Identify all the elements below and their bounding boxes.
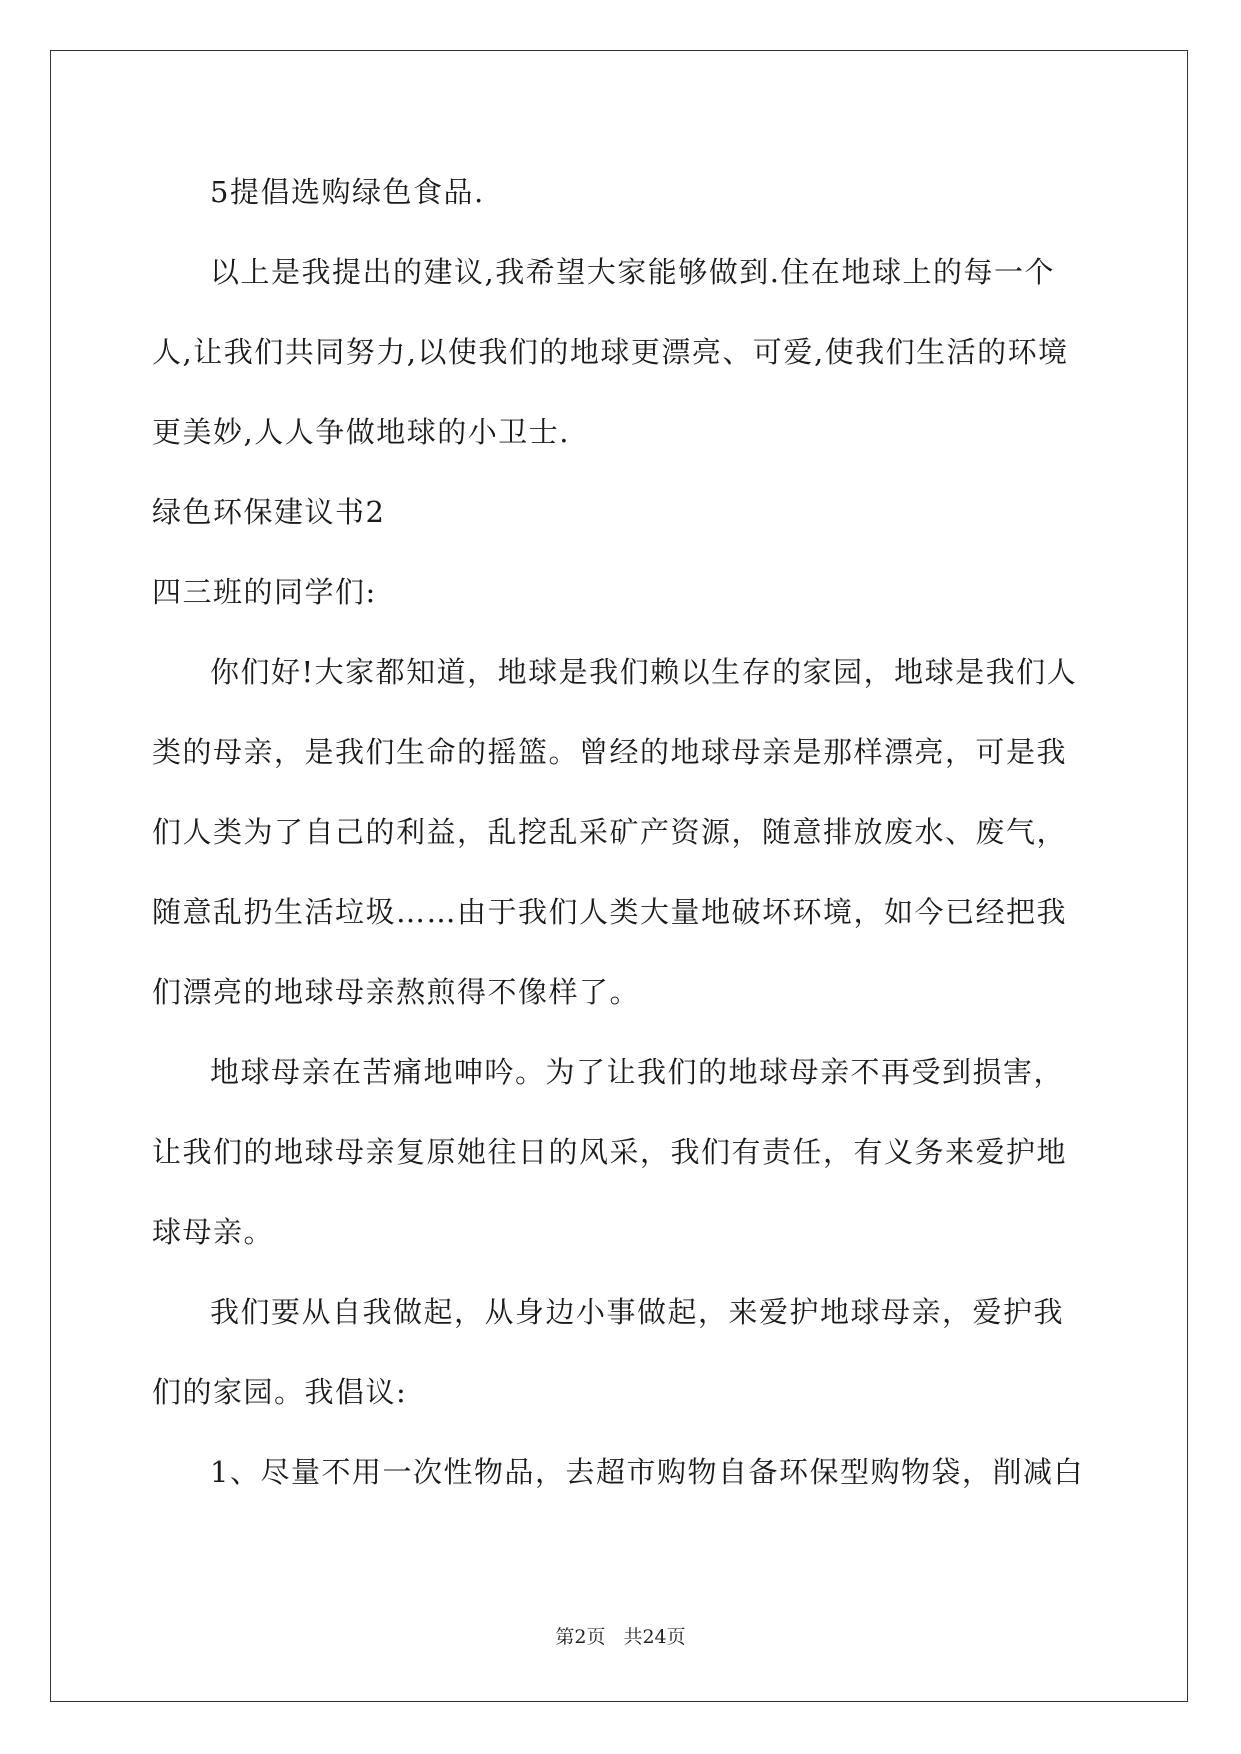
paragraph-line: 球母亲。 — [152, 1215, 275, 1249]
salutation: 四三班的同学们: — [152, 575, 377, 609]
paragraph-line: 们的家园。我倡议: — [152, 1375, 408, 1409]
paragraph-line: 们人类为了自己的利益，乱挖乱采矿产资源，随意排放废水、废气， — [152, 815, 1068, 849]
section-title: 绿色环保建议书2 — [152, 495, 386, 529]
page-number: 第2页 — [555, 1626, 606, 1648]
paragraph-line: 5提倡选购绿色食品. — [210, 175, 485, 209]
paragraph-line: 类的母亲，是我们生命的摇篮。曾经的地球母亲是那样漂亮，可是我 — [152, 735, 1068, 769]
paragraph-line: 1、尽量不用一次性物品，去超市购物自备环保型购物袋，削减白 — [210, 1455, 1084, 1489]
paragraph-line: 你们好!大家都知道，地球是我们赖以生存的家园，地球是我们人 — [210, 655, 1078, 689]
paragraph-line: 人,让我们共同努力,以使我们的地球更漂亮、可爱,使我们生活的环境 — [152, 335, 1069, 369]
paragraph-line: 我们要从自我做起，从身边小事做起，来爱护地球母亲，爱护我 — [210, 1295, 1065, 1329]
paragraph-line: 让我们的地球母亲复原她往日的风采，我们有责任，有义务来爱护地 — [152, 1135, 1068, 1169]
page-footer — [0, 1625, 1241, 1649]
paragraph-line: 以上是我提出的建议,我希望大家能够做到.住在地球上的每一个 — [210, 255, 1055, 289]
total-pages: 共24页 — [623, 1626, 686, 1648]
paragraph-line: 们漂亮的地球母亲熬煎得不像样了。 — [152, 975, 641, 1009]
paragraph-line: 更美妙,人人争做地球的小卫士. — [152, 415, 570, 449]
paragraph-line: 随意乱扔生活垃圾……由于我们人类大量地破坏环境，如今已经把我 — [152, 895, 1068, 929]
paragraph-line: 地球母亲在苦痛地呻吟。为了让我们的地球母亲不再受到损害， — [210, 1055, 1065, 1089]
